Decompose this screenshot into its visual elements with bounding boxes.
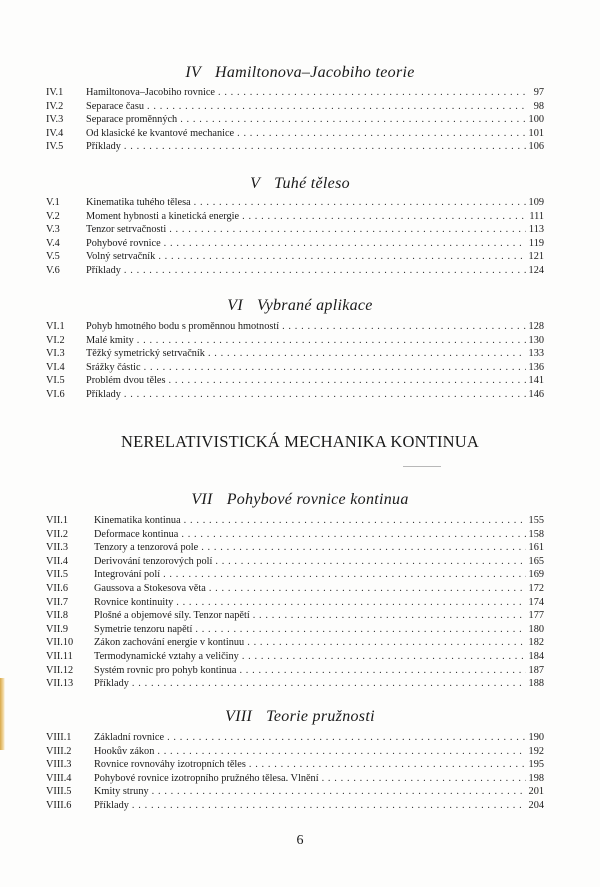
section-title: Gaussova a Stokesova věta	[94, 582, 209, 596]
page-ref: 100	[528, 114, 544, 126]
page-ref: 113	[528, 224, 544, 236]
leader-dots	[164, 237, 526, 251]
section-number: VII.1	[46, 515, 69, 526]
entry-line	[86, 113, 544, 127]
section-number: VI.5	[46, 375, 65, 387]
section-title: Integrování polí	[94, 568, 163, 582]
leader-dots	[242, 210, 526, 224]
part-divider	[403, 466, 441, 467]
page-ref: 204	[528, 799, 544, 811]
section-number: VII.7	[46, 596, 69, 608]
page-ref: 98	[533, 100, 544, 112]
toc-entry	[46, 623, 544, 637]
leader-dots	[209, 582, 526, 596]
page-ref: 128	[528, 321, 544, 332]
toc-entry	[46, 636, 544, 650]
page-ref: 109	[528, 197, 544, 208]
page-ref: 187	[528, 664, 544, 676]
toc-entry	[46, 264, 544, 278]
toc-entry	[46, 555, 544, 569]
leader-dots	[132, 677, 526, 691]
chapter-title: Teorie pružnosti	[266, 708, 375, 725]
section-title: Rovnice kontinuity	[94, 596, 176, 610]
leader-dots	[218, 86, 526, 100]
page-ref: 188	[528, 678, 544, 690]
leader-dots	[237, 127, 526, 141]
section-title: Příklady	[86, 264, 124, 278]
entry-line	[86, 127, 544, 141]
section-title: Separace času	[86, 100, 147, 114]
toc-entry	[46, 582, 544, 596]
page-ref: 133	[528, 348, 544, 360]
chapter-heading	[0, 64, 600, 82]
entry-line	[94, 758, 544, 772]
toc-entry	[46, 361, 544, 375]
section-number: VII.12	[46, 664, 74, 676]
section-title: Separace proměnných	[86, 113, 180, 127]
leader-dots	[167, 731, 526, 745]
chapter-number: VII	[191, 491, 213, 508]
leader-dots	[169, 223, 526, 237]
section-title: Kinematika kontinua	[94, 514, 184, 528]
toc-list	[46, 731, 544, 813]
toc-list	[46, 86, 544, 154]
page-ref: 141	[528, 375, 544, 387]
section-title: Hamiltonova–Jacobiho rovnice	[86, 86, 218, 100]
entry-line	[94, 623, 544, 637]
page-number: 6	[296, 833, 304, 848]
leader-dots	[239, 664, 526, 678]
leader-dots	[147, 100, 526, 114]
chapter-title: Vybrané aplikace	[256, 297, 373, 314]
toc-list	[46, 320, 544, 402]
entry-line	[86, 320, 544, 334]
leader-dots	[195, 623, 526, 637]
chapter-heading	[0, 175, 600, 193]
toc-list	[46, 196, 544, 278]
leader-dots	[124, 140, 526, 154]
leader-dots	[242, 650, 526, 664]
entry-line	[94, 528, 544, 542]
section-title: Srážky částic	[86, 361, 144, 375]
leader-dots	[132, 799, 526, 813]
entry-line	[86, 361, 544, 375]
entry-line	[94, 514, 544, 528]
chapter-heading	[0, 297, 600, 315]
page-ref: 184	[528, 650, 544, 662]
page-ref: 177	[528, 610, 544, 622]
section-number: VI.1	[46, 321, 65, 332]
page-ref: 182	[528, 637, 544, 649]
page-ref: 101	[528, 127, 544, 139]
entry-line	[94, 555, 544, 569]
toc-entry	[46, 140, 544, 154]
section-number: VII.10	[46, 637, 74, 649]
leader-dots	[201, 541, 526, 555]
entry-line	[86, 86, 544, 100]
section-number: V.4	[46, 237, 60, 249]
entry-line	[94, 596, 544, 610]
section-number: VIII.4	[46, 772, 72, 784]
chapter-number: VIII	[225, 708, 253, 725]
page-ref: 106	[528, 141, 544, 153]
entry-line	[94, 799, 544, 813]
toc-entry	[46, 320, 544, 334]
leader-dots	[163, 568, 526, 582]
entry-line	[86, 347, 544, 361]
chapter-title: Pohybové rovnice kontinua	[226, 491, 409, 508]
section-title: Rovnice rovnováhy izotropních těles	[94, 758, 249, 772]
section-title: Kmity struny	[94, 785, 152, 799]
leader-dots	[215, 555, 526, 569]
section-number: VI.2	[46, 334, 65, 346]
toc-entry	[46, 528, 544, 542]
section-title: Pohyb hmotného bodu s proměnnou hmotností	[86, 320, 282, 334]
section-title: Systém rovnic pro pohyb kontinua	[94, 664, 239, 678]
section-title: Kinematika tuhého tělesa	[86, 196, 194, 210]
section-title: Plošné a objemové síly. Tenzor napětí	[94, 609, 253, 623]
section-title: Derivování tenzorových polí	[94, 555, 215, 569]
entry-line	[94, 609, 544, 623]
section-number: VII.13	[46, 678, 74, 690]
page-ref: 136	[528, 361, 544, 373]
toc-entry	[46, 210, 544, 224]
leader-dots	[144, 361, 526, 375]
entry-line	[86, 264, 544, 278]
section-number: VII.8	[46, 610, 69, 622]
entry-line	[94, 541, 544, 555]
section-number: VIII.2	[46, 745, 72, 757]
page-ref: 111	[529, 210, 544, 222]
page-ref: 201	[528, 786, 544, 798]
leader-dots	[124, 264, 526, 278]
section-title: Příklady	[94, 677, 132, 691]
page-ref: 119	[528, 237, 544, 249]
toc-entry	[46, 86, 544, 100]
section-title: Moment hybnosti a kinetická energie	[86, 210, 242, 224]
toc-entry	[46, 785, 544, 799]
leader-dots	[184, 514, 526, 528]
page-ref: 121	[528, 251, 544, 263]
section-number: VII.11	[46, 650, 73, 662]
section-number: V.6	[46, 264, 60, 276]
entry-line	[86, 334, 544, 348]
page-ref: 161	[528, 542, 544, 554]
entry-line	[94, 731, 544, 745]
page-ref: 180	[528, 623, 544, 635]
leader-dots	[137, 334, 526, 348]
section-title: Od klasické ke kvantové mechanice	[86, 127, 237, 141]
toc-entry	[46, 514, 544, 528]
entry-line	[94, 568, 544, 582]
toc-entry	[46, 127, 544, 141]
section-number: VII.5	[46, 569, 69, 581]
toc-list	[46, 514, 544, 691]
section-title: Deformace kontinua	[94, 528, 181, 542]
section-number: V.1	[46, 197, 60, 208]
section-number: IV.5	[46, 141, 64, 153]
section-number: VIII.5	[46, 786, 72, 798]
entry-line	[94, 772, 544, 786]
section-title: Problém dvou těles	[86, 374, 169, 388]
section-title: Pohybové rovnice	[86, 237, 164, 251]
page-ref: 192	[528, 745, 544, 757]
toc-entry	[46, 799, 544, 813]
leader-dots	[247, 636, 526, 650]
entry-line	[86, 196, 544, 210]
section-title: Volný setrvačník	[86, 250, 158, 264]
section-number: VII.9	[46, 623, 69, 635]
toc-entry	[46, 113, 544, 127]
toc-entry	[46, 334, 544, 348]
toc-entry	[46, 772, 544, 786]
toc-entry	[46, 196, 544, 210]
entry-line	[86, 210, 544, 224]
section-number: VIII.1	[46, 732, 72, 743]
leader-dots	[169, 374, 526, 388]
section-title: Zákon zachování energie v kontinuu	[94, 636, 247, 650]
chapter-number: IV	[185, 64, 202, 81]
part-title: NERELATIVISTICKÁ MECHANIKA KONTINUA	[120, 432, 480, 451]
toc-entry	[46, 745, 544, 759]
section-number: VII.2	[46, 528, 69, 540]
section-number: VII.3	[46, 542, 69, 554]
toc-entry	[46, 609, 544, 623]
page-ref: 130	[528, 334, 544, 346]
leader-dots	[180, 113, 526, 127]
chapter-heading	[0, 708, 600, 726]
leader-dots	[181, 528, 526, 542]
page-ref: 155	[528, 515, 544, 526]
page-ref: 165	[528, 555, 544, 567]
leader-dots	[158, 250, 526, 264]
section-number: VIII.6	[46, 799, 72, 811]
entry-line	[86, 223, 544, 237]
leader-dots	[194, 196, 526, 210]
section-title: Tenzory a tenzorová pole	[94, 541, 201, 555]
section-number: V.5	[46, 251, 60, 263]
toc-entry	[46, 731, 544, 745]
section-title: Těžký symetrický setrvačník	[86, 347, 208, 361]
entry-line	[86, 140, 544, 154]
toc-entry	[46, 347, 544, 361]
section-number: VIII.3	[46, 759, 72, 771]
section-number: V.3	[46, 224, 60, 236]
page-ref: 124	[528, 264, 544, 276]
section-title: Příklady	[94, 799, 132, 813]
section-number: VII.6	[46, 582, 69, 594]
leader-dots	[322, 772, 526, 786]
section-number: VI.4	[46, 361, 65, 373]
section-number: IV.4	[46, 127, 64, 139]
entry-line	[94, 582, 544, 596]
leader-dots	[282, 320, 526, 334]
toc-entry	[46, 596, 544, 610]
section-number: IV.2	[46, 100, 64, 112]
chapter-heading	[0, 491, 600, 509]
toc-entry	[46, 237, 544, 251]
toc-entry	[46, 758, 544, 772]
leader-dots	[253, 609, 526, 623]
entry-line	[94, 636, 544, 650]
chapter-number: V	[250, 175, 261, 192]
section-title: Příklady	[86, 388, 124, 402]
leader-dots	[152, 785, 526, 799]
leader-dots	[176, 596, 526, 610]
toc-entry	[46, 541, 544, 555]
leader-dots	[249, 758, 526, 772]
page-ref: 146	[528, 388, 544, 400]
entry-line	[86, 388, 544, 402]
entry-line	[94, 745, 544, 759]
leader-dots	[124, 388, 526, 402]
section-title: Tenzor setrvačnosti	[86, 223, 169, 237]
entry-line	[86, 237, 544, 251]
page-ref: 97	[533, 87, 544, 98]
entry-line	[94, 664, 544, 678]
page-ref: 198	[528, 772, 544, 784]
entry-line	[94, 785, 544, 799]
section-title: Základní rovnice	[94, 731, 167, 745]
toc-entry	[46, 223, 544, 237]
toc-entry	[46, 568, 544, 582]
section-title: Termodynamické vztahy a veličiny	[94, 650, 242, 664]
page-ref: 158	[528, 528, 544, 540]
section-number: VI.3	[46, 348, 65, 360]
chapter-title: Tuhé těleso	[274, 175, 350, 192]
page-ref: 169	[528, 569, 544, 581]
page-ref: 172	[528, 582, 544, 594]
section-number: IV.3	[46, 114, 64, 126]
toc-entry	[46, 650, 544, 664]
entry-line	[94, 650, 544, 664]
page-ref: 195	[528, 759, 544, 771]
chapter-number: VI	[227, 297, 243, 314]
page-ref: 190	[528, 732, 544, 743]
section-title: Malé kmity	[86, 334, 137, 348]
section-number: IV.1	[46, 87, 64, 98]
entry-line	[94, 677, 544, 691]
entry-line	[86, 250, 544, 264]
page-ref: 174	[528, 596, 544, 608]
toc-entry	[46, 677, 544, 691]
entry-line	[86, 100, 544, 114]
toc-entry	[46, 374, 544, 388]
toc-entry	[46, 250, 544, 264]
section-number: V.2	[46, 210, 60, 222]
section-title: Hookův zákon	[94, 745, 157, 759]
toc-entry	[46, 100, 544, 114]
toc-entry	[46, 664, 544, 678]
entry-line	[86, 374, 544, 388]
chapter-title: Hamiltonova–Jacobiho teorie	[215, 64, 415, 81]
section-number: VII.4	[46, 555, 69, 567]
section-number: VI.6	[46, 388, 65, 400]
leader-dots	[157, 745, 526, 759]
section-title: Symetrie tenzoru napětí	[94, 623, 195, 637]
leader-dots	[208, 347, 526, 361]
section-title: Pohybové rovnice izotropního pružného tělesa. Vlnění	[94, 772, 322, 786]
toc-entry	[46, 388, 544, 402]
section-title: Příklady	[86, 140, 124, 154]
